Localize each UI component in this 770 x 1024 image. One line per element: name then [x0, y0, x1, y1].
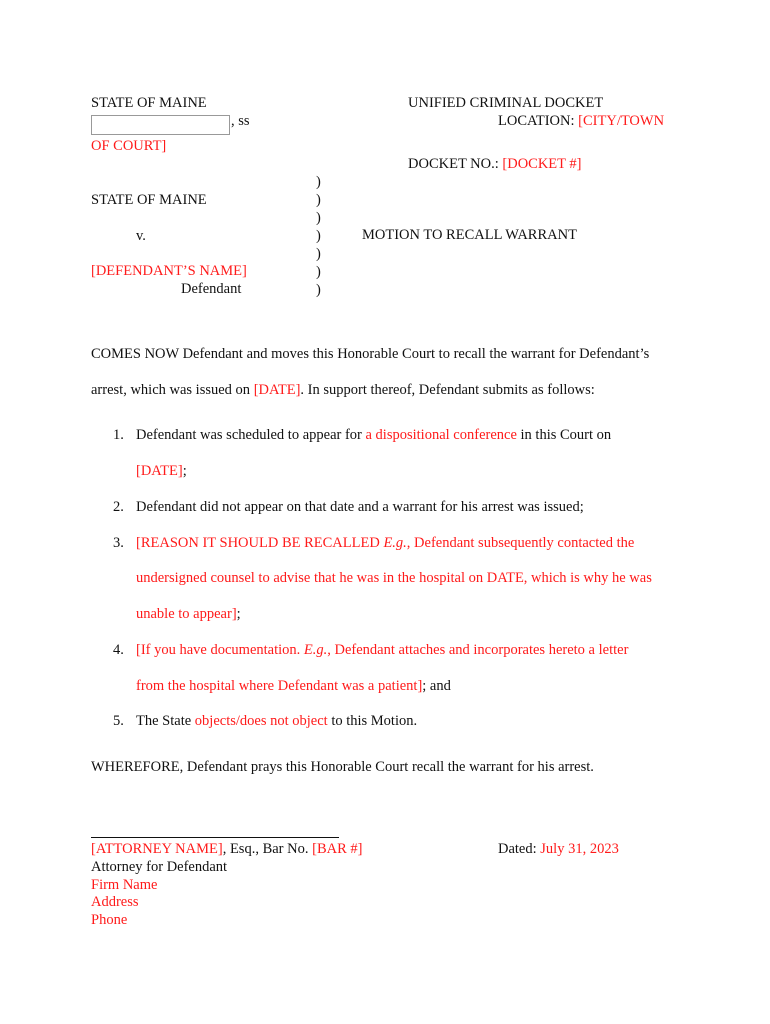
- item-text: Defendant was scheduled to appear for: [136, 427, 366, 443]
- docket-label: DOCKET NO.:: [408, 156, 503, 172]
- caption-paren: ): [316, 174, 321, 190]
- caption-versus: v.: [136, 228, 146, 244]
- item-1-line-2: [136, 462, 187, 480]
- attorney-name-placeholder: [ATTORNEY NAME]: [91, 841, 223, 857]
- item-text: ; and: [422, 678, 451, 694]
- docket-number-line: [408, 155, 581, 173]
- item-3-line-2: undersigned counsel to advise that he was in the hospital on DATE, which is why he was: [136, 570, 652, 586]
- issue-date-placeholder: [DATE]: [253, 382, 301, 398]
- docket-number-placeholder: [DOCKET #]: [502, 156, 582, 172]
- caption-plaintiff: STATE OF MAINE: [91, 192, 207, 208]
- item-3-line-1: [136, 534, 634, 552]
- location-placeholder-continued: OF COURT]: [91, 138, 167, 154]
- item-text: in this Court on: [516, 427, 612, 443]
- item-5-line-1: [136, 712, 417, 730]
- caption-paren: ): [316, 246, 321, 262]
- address-placeholder: Address: [91, 894, 139, 910]
- location-placeholder: [CITY/TOWN: [578, 113, 665, 129]
- item-4-line-2: [136, 677, 451, 695]
- eg-abbrev: E.g.: [383, 535, 407, 551]
- item-text: to this Motion.: [327, 713, 418, 729]
- eg-abbrev: E.g.: [303, 642, 328, 658]
- caption-paren: ): [316, 264, 321, 280]
- hearing-type-placeholder: a dispositional conference: [365, 427, 517, 443]
- item-number: 3.: [113, 535, 124, 551]
- caption-paren: ): [316, 210, 321, 226]
- firm-name-placeholder: Firm Name: [91, 877, 158, 893]
- motion-title: MOTION TO RECALL WARRANT: [362, 227, 577, 243]
- item-number: 1.: [113, 427, 124, 443]
- county-input-box[interactable]: [91, 115, 230, 135]
- attorney-name-line: [91, 840, 362, 858]
- caption-defendant-label: Defendant: [181, 281, 242, 297]
- documentation-placeholder: [If you have documentation.: [136, 642, 304, 658]
- court-state-heading: STATE OF MAINE: [91, 95, 207, 111]
- item-1-line-1: [136, 426, 611, 444]
- dated-value: July 31, 2023: [540, 841, 619, 857]
- reason-placeholder: [REASON IT SHOULD BE RECALLED: [136, 535, 384, 551]
- item-text: ;: [236, 606, 241, 622]
- bar-number-placeholder: [BAR #]: [312, 841, 363, 857]
- item-3-line-3: [136, 605, 241, 623]
- caption-paren: ): [316, 282, 321, 298]
- intro-text: arrest, which was issued on: [91, 382, 254, 398]
- reason-placeholder: unable to appear]: [136, 606, 237, 622]
- documentation-placeholder: , Defendant attaches and incorporates hereto a letter: [327, 642, 629, 658]
- caption-paren: ): [316, 228, 321, 244]
- documentation-placeholder: from the hospital where Defendant was a patient]: [136, 678, 423, 694]
- intro-line-2: [91, 381, 595, 399]
- wherefore-clause: WHEREFORE, Defendant prays this Honorable Court recall the warrant for his arrest.: [91, 759, 594, 775]
- location-label: LOCATION:: [498, 113, 579, 129]
- signature-line: [91, 837, 339, 838]
- item-number: 5.: [113, 713, 124, 729]
- item-number: 2.: [113, 499, 124, 515]
- dated-label: Dated:: [498, 841, 541, 857]
- reason-placeholder: , Defendant subsequently contacted the: [406, 535, 635, 551]
- item-text: The State: [136, 713, 195, 729]
- intro-text: . In support thereof, Defendant submits as follows:: [300, 382, 595, 398]
- item-text: ;: [182, 463, 187, 479]
- esq-bar-label: , Esq., Bar No.: [222, 841, 313, 857]
- caption-paren: ): [316, 192, 321, 208]
- caption-defendant-name: [DEFENDANT’S NAME]: [91, 263, 247, 279]
- intro-line-1: COMES NOW Defendant and moves this Honorable Court to recall the warrant for Defendant’s: [91, 346, 650, 362]
- item-2-line-1: Defendant did not appear on that date and a warrant for his arrest was issued;: [136, 499, 584, 515]
- phone-placeholder: Phone: [91, 912, 128, 928]
- location-line: [498, 112, 664, 130]
- docket-type-heading: UNIFIED CRIMINAL DOCKET: [408, 95, 604, 111]
- state-position-placeholder: objects/does not object: [194, 713, 328, 729]
- item-4-line-1: [136, 641, 628, 659]
- attorney-role: Attorney for Defendant: [91, 859, 228, 875]
- county-ss-suffix: , ss: [231, 113, 250, 129]
- dated-line: [498, 840, 619, 858]
- hearing-date-placeholder: [DATE]: [136, 463, 183, 479]
- item-number: 4.: [113, 642, 124, 658]
